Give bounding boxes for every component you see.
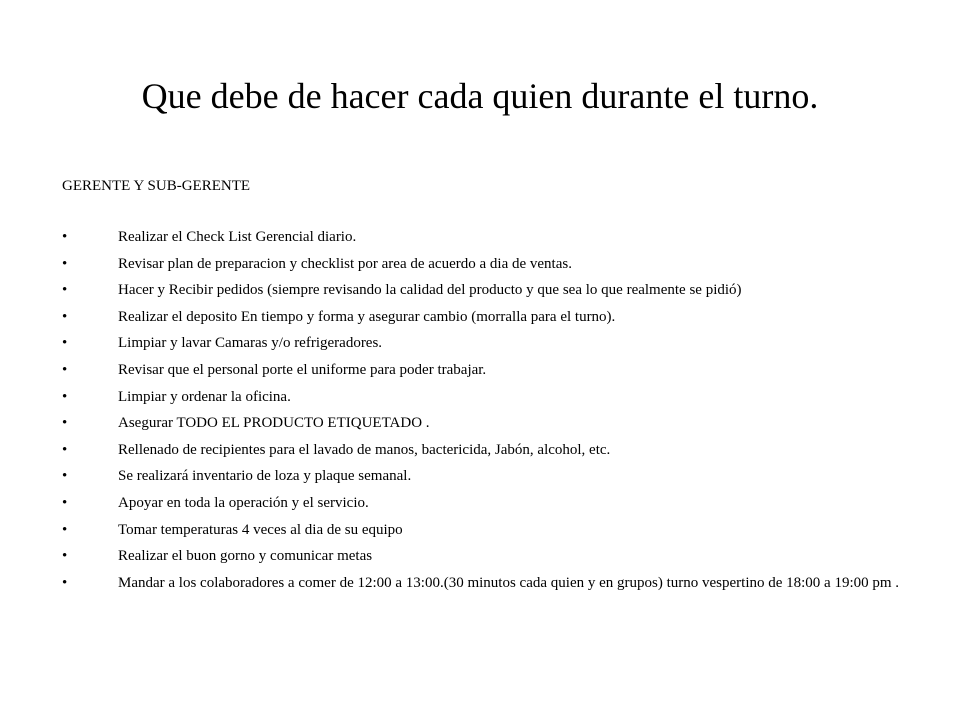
list-item-text: Realizar el buon gorno y comunicar metas	[118, 548, 373, 565]
bullet-icon: •	[62, 388, 68, 405]
list-item	[62, 307, 922, 327]
list-item	[62, 254, 922, 274]
list-item-text: Limpiar y ordenar la oficina.	[118, 388, 291, 405]
list-item	[62, 227, 922, 247]
list-item-text: Realizar el deposito En tiempo y forma y asegurar cambio (morralla para el turno).	[118, 308, 616, 325]
bullet-icon: •	[62, 574, 68, 591]
bullet-icon: •	[62, 308, 68, 325]
bullet-icon: •	[62, 335, 68, 352]
list-item	[62, 360, 922, 380]
list-item	[62, 280, 922, 300]
list-item-text: Revisar que el personal porte el uniforme para poder trabajar.	[118, 361, 487, 378]
bullet-icon: •	[62, 282, 68, 299]
list-item	[62, 573, 922, 593]
slide-title: Que debe de hacer cada quien durante el turno.	[141, 76, 819, 116]
list-item	[62, 466, 922, 486]
list-item	[62, 440, 922, 460]
bullet-icon: •	[62, 415, 68, 432]
bullet-icon: •	[62, 468, 68, 485]
list-item	[62, 387, 922, 407]
bullet-icon: •	[62, 548, 68, 565]
list-item-text: Rellenado de recipientes para el lavado de manos, bactericida, Jabón, alcohol, etc.	[118, 441, 611, 458]
section-heading: GERENTE Y SUB-GERENTE	[62, 178, 251, 194]
bullet-icon: •	[62, 361, 68, 378]
bullet-icon: •	[62, 255, 68, 272]
list-item-text: Hacer y Recibir pedidos (siempre revisando la calidad del producto y que sea lo que realmente se pidió)	[118, 282, 742, 299]
list-item	[62, 520, 922, 540]
list-item	[62, 493, 922, 513]
list-item-text: Apoyar en toda la operación y el servicio.	[118, 494, 369, 511]
bullet-icon: •	[62, 521, 68, 538]
list-item-text: Se realizará inventario de loza y plaque semanal.	[118, 468, 412, 485]
list-item-text: Tomar temperaturas 4 veces al dia de su equipo	[118, 521, 403, 538]
list-item	[62, 546, 922, 566]
bullet-icon: •	[62, 441, 68, 458]
list-item-text: Asegurar TODO EL PRODUCTO ETIQUETADO .	[118, 415, 430, 432]
bullet-list	[62, 227, 922, 599]
list-item-text: Revisar plan de preparacion y checklist por area de acuerdo a dia de ventas.	[118, 255, 572, 272]
list-item-text: Realizar el Check List Gerencial diario.	[118, 229, 357, 245]
list-item-text: Mandar a los colaboradores a comer de 12:00 a 13:00.(30 minutos cada quien y en grupos) turno vespertino de 18:00 a 19:00 pm .	[118, 574, 900, 591]
list-item	[62, 413, 922, 433]
list-item-text: Limpiar y lavar Camaras y/o refrigeradores.	[118, 335, 383, 352]
bullet-icon: •	[62, 494, 68, 511]
list-item	[62, 333, 922, 353]
bullet-icon: •	[62, 229, 68, 245]
